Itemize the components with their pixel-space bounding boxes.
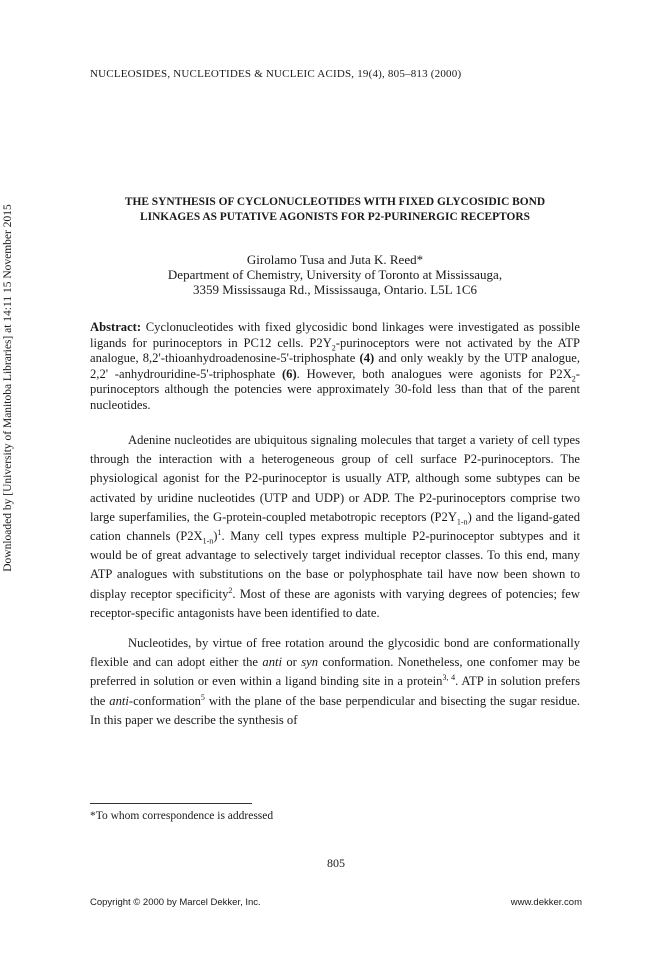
affiliation-line-2: 3359 Mississauga Rd., Mississauga, Ontario. L5L 1C6 (192, 282, 478, 297)
author-block (90, 252, 580, 297)
subscript: 2 (331, 343, 336, 353)
body-text: or (282, 655, 302, 670)
subscript: 2 (571, 374, 576, 384)
compound-ref: (4) (359, 351, 375, 366)
italic-term: anti (109, 693, 129, 708)
body-text: ) and the ligand-gated cation channels (P2X (90, 509, 580, 544)
abstract-text: -purinoceptors although the potencies were approximately 30-fold less than that of the parent nucleotides. (90, 366, 580, 412)
subscript: 1-n (202, 536, 214, 546)
abstract-text: Cyclonucleotides with fixed glycosidic bond linkages were investigated as possible ligands for purinoceptors in PC12 cells. P2Y (90, 320, 580, 350)
affiliation-line-1: Department of Chemistry, University of Toronto at Mississauga, (167, 267, 503, 282)
citation-ref: 1 (217, 527, 222, 537)
abstract-text: and only weakly by the UTP analogue, 2,2' -anhydrouridine-5'-triphosphate (90, 351, 581, 381)
compound-ref: (6) (281, 366, 297, 381)
article-title (90, 195, 580, 225)
journal-citation: NUCLEOSIDES, NUCLEOTIDES & NUCLEIC ACIDS, 19(4), 805–813 (2000) (90, 68, 462, 80)
abstract (90, 320, 580, 414)
publisher-url[interactable]: www.dekker.com (510, 897, 582, 908)
italic-term: syn (301, 655, 319, 670)
body-paragraph-2 (90, 634, 580, 730)
body-text: Adenine nucleotides are ubiquitous signaling molecules that target a variety of cell types through the interaction with a heterogeneous group of cell surface P2-purinoceptors. The physiological agonist for the P2-purinoceptor is usually ATP, although some subtypes can be activated by uridine nucleotides (UTP and UDP) or ADP. The P2-purinoceptors comprise two large superfamilies, the G-protein-coupled metabotropic receptors (P2Y (90, 433, 580, 524)
italic-term: anti (262, 655, 282, 670)
copyright-notice: Copyright © 2000 by Marcel Dekker, Inc. (90, 897, 261, 908)
subscript: 1-n (456, 517, 468, 527)
abstract-text: -purinoceptors were not activated by the ATP analogue, 8,2'-thioanhydroadenosine-5'-triphosphate (90, 335, 580, 366)
title-line-2: LINKAGES AS PUTATIVE AGONISTS FOR P2-PURINERGIC RECEPTORS (140, 211, 530, 223)
title-line-1: THE SYNTHESIS OF CYCLONUCLEOTIDES WITH FIXED GLYCOSIDIC BOND (124, 196, 546, 208)
footnote-divider (90, 803, 252, 804)
citation-ref: 3, 4 (442, 673, 456, 683)
abstract-text: . However, both analogues were agonists for P2X (296, 366, 572, 381)
body-text: Nucleotides, by virtue of free rotation around the glycosidic bond are conformationally flexible and can adopt either the (90, 636, 580, 670)
body-text: conformation. Nonetheless, one confomer may be preferred in solution or even within a ligand binding site in a protein (90, 655, 580, 689)
authors: Girolamo Tusa and Juta K. Reed* (246, 252, 424, 267)
citation-ref: 5 (200, 692, 205, 702)
citation-ref: 2 (228, 585, 233, 595)
footnote: *To whom correspondence is addressed (90, 810, 274, 822)
abstract-label: Abstract: (90, 320, 142, 334)
body-text: with the plane of the base perpendicular and bisecting the sugar residue. In this paper we describe the synthesis of (90, 693, 580, 727)
body-text: -conformation (128, 693, 201, 708)
body-text: . Many cell types express multiple P2-purinoceptor subtypes and it would be of great advantage to selectively target individual receptor classes. To this end, many ATP analogues with substitutions on the base or polyphosphate tail have now been shown to display receptor specificity (90, 529, 580, 601)
download-watermark: Downloaded by [University of Manitoba Libraries] at 14:11 15 November 2015 (2, 204, 14, 572)
page-number: 805 (327, 856, 345, 870)
body-paragraph-1 (90, 431, 580, 623)
body-text: ) (213, 529, 218, 544)
body-text: . ATP in solution prefers the (90, 674, 580, 708)
body-text: . Most of these are agonists with varying degrees of potencies; few receptor-specific antagonists have been identified to date. (90, 586, 580, 620)
